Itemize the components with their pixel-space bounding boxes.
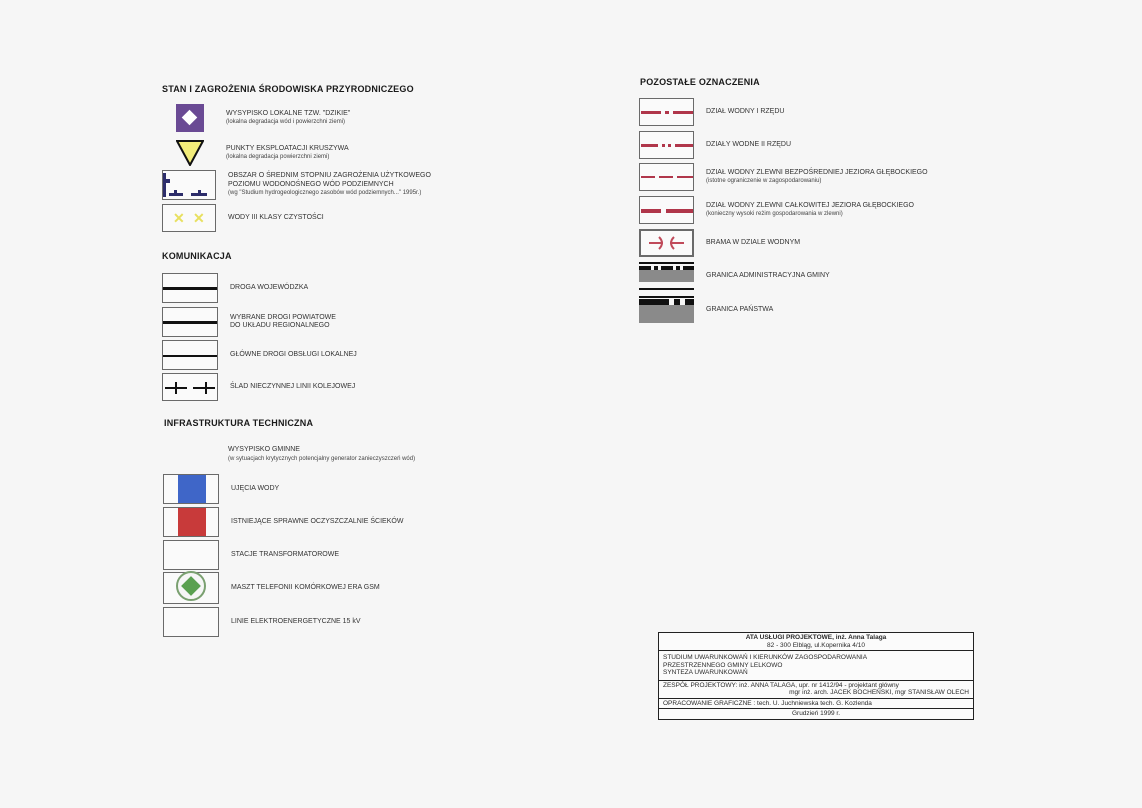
legend-item-municipal-landfill bbox=[228, 446, 415, 463]
study-title-line3: SYNTEZA UWARUNKOWAŃ bbox=[663, 669, 748, 676]
legend-label: PUNKTY EKSPLOATACJI KRUSZYWA bbox=[226, 144, 349, 152]
legend-label-line2: POZIOMU WODONOŚNEGO WÓD PODZIEMNYCH bbox=[228, 180, 394, 188]
legend-label: WYBRANE DROGI POWIATOWE bbox=[230, 313, 336, 321]
legend-label: LINIE ELEKTROENERGETYCZNE 15 kV bbox=[231, 617, 361, 625]
transformer-station-icon bbox=[163, 540, 219, 570]
title-block bbox=[658, 632, 974, 720]
team-line1: ZESPÓŁ PROJEKTOWY: inż. ANNA TALAGA, upr. nr 1412/94 - projektant główny bbox=[663, 681, 899, 689]
study-title-line2: PRZESTRZENNEGO GMINY LELKOWO bbox=[663, 661, 783, 669]
legend-sublabel: (w sytuacjach krytycznych potencjalny generator zanieczyszczeń wód) bbox=[228, 455, 416, 462]
railway-trace-icon bbox=[162, 373, 218, 401]
legend-label: OBSZAR O ŚREDNIM STOPNIU ZAGROŻENIA UŻYTKOWEGO bbox=[228, 172, 431, 180]
legend-label: GRANICA PAŃSTWA bbox=[706, 305, 774, 313]
legend-item-groundwater-hazard bbox=[162, 170, 431, 200]
legend-item-state-border bbox=[639, 296, 773, 324]
legend-sublabel: (istotne ograniczenie w zagospodarowaniu) bbox=[706, 178, 822, 184]
power-line-icon bbox=[163, 607, 219, 637]
legend-item-local-road bbox=[162, 340, 357, 370]
watershed-2nd-order-icon bbox=[639, 131, 694, 159]
legend-item-watershed-gate bbox=[639, 229, 800, 257]
yellow-triangle-icon bbox=[176, 140, 204, 166]
section-title-infrastruktura: INFRASTRUKTURA TECHNICZNA bbox=[164, 418, 314, 428]
legend-label: ISTNIEJĄCE SPRAWNE OCZYSZCZALNIE ŚCIEKÓW bbox=[231, 517, 404, 525]
legend-sublabel: (wg "Studium hydrogeologicznego zasobów wód podziemnych..." 1995r.) bbox=[228, 190, 422, 197]
legend-sublabel: (lokalna degradacja wód i powierzchni ziemi) bbox=[226, 119, 346, 125]
legend-label: GŁÓWNE DROGI OBSŁUGI LOKALNEJ bbox=[230, 350, 357, 358]
legend-label: GRANICA ADMINISTRACYJNA GMINY bbox=[706, 271, 830, 279]
legend-item-watershed-1st bbox=[639, 98, 784, 126]
title-block-study bbox=[659, 651, 973, 681]
legend-item-class-iii-water bbox=[162, 204, 324, 232]
legend-label: STACJE TRANSFORMATOROWE bbox=[231, 550, 339, 558]
legend-item-water-intake bbox=[163, 474, 279, 504]
legend-label: UJĘCIA WODY bbox=[231, 484, 280, 492]
title-block-graphics bbox=[659, 699, 973, 710]
legend-item-aggregate-extraction bbox=[176, 140, 349, 166]
county-road-icon bbox=[162, 307, 218, 337]
groundwater-hazard-icon bbox=[162, 170, 216, 200]
legend-sublabel: (konieczny wysoki reżim gospodarowania w zlewni) bbox=[706, 211, 843, 217]
date-text: Grudzień 1999 r. bbox=[791, 710, 841, 717]
direct-catchment-divide-icon bbox=[639, 163, 694, 191]
legend-item-voivodeship-road bbox=[162, 273, 308, 303]
voivodeship-road-icon bbox=[162, 273, 218, 303]
section-title-komunikacja: KOMUNIKACJA bbox=[162, 251, 232, 261]
watershed-gate-icon bbox=[639, 229, 694, 257]
gsm-mast-icon bbox=[163, 572, 219, 604]
legend-item-watershed-2nd bbox=[639, 131, 791, 159]
water-intake-icon bbox=[163, 474, 219, 504]
legend-item-gsm-mast bbox=[163, 572, 380, 604]
firm-address: 82 - 300 Elbląg, ul.Kopernika 4/10 bbox=[767, 641, 865, 649]
legend-item-power-line bbox=[163, 607, 361, 637]
title-block-date bbox=[659, 709, 973, 719]
title-block-header bbox=[659, 633, 973, 651]
sewage-plant-icon bbox=[163, 507, 219, 537]
legend-item-wild-landfill bbox=[176, 104, 350, 132]
purple-diamond-icon bbox=[176, 104, 204, 132]
watershed-1st-order-icon bbox=[639, 98, 694, 126]
legend-sublabel: (lokalna degradacja powierzchni ziemi) bbox=[226, 154, 330, 160]
legend-label: WYSYPISKO LOKALNE TZW. "DZIKIE" bbox=[226, 109, 351, 117]
legend-label: DZIAŁ WODNY I RZĘDU bbox=[706, 107, 785, 115]
legend-label: MASZT TELEFONII KOMÓRKOWEJ ERA GSM bbox=[231, 583, 380, 591]
total-catchment-divide-icon bbox=[639, 196, 694, 224]
graphics-credits: OPRACOWANIE GRAFICZNE : tech. U. Juchniewska tech. G. Kozlenda bbox=[663, 699, 872, 707]
state-border-icon bbox=[639, 296, 694, 324]
legend-label: WODY III KLASY CZYSTOŚCI bbox=[228, 213, 324, 221]
legend-label-line2: DO UKŁADU REGIONALNEGO bbox=[230, 322, 330, 329]
legend-label: DZIAŁ WODNY ZLEWNI CAŁKOWITEJ JEZIORA GŁĘBOCKIEGO bbox=[706, 201, 914, 209]
local-road-icon bbox=[162, 340, 218, 370]
title-block-team bbox=[659, 681, 973, 699]
legend-label: DZIAŁ WODNY ZLEWNI BEZPOŚREDNIEJ JEZIORA GŁĘBOCKIEGO bbox=[706, 168, 928, 176]
firm-name: ATA USŁUGI PROJEKTOWE, inż. Anna Talaga bbox=[745, 634, 887, 641]
legend-label: DROGA WOJEWÓDZKA bbox=[230, 283, 309, 291]
legend-label: ŚLAD NIECZYNNEJ LINII KOLEJOWEJ bbox=[230, 382, 356, 390]
legend-label: DZIAŁY WODNE II RZĘDU bbox=[706, 140, 792, 148]
legend-item-sewage-plant bbox=[163, 507, 403, 537]
municipal-boundary-icon bbox=[639, 262, 694, 290]
legend-item-municipal-boundary bbox=[639, 262, 830, 290]
legend-item-direct-catchment bbox=[639, 163, 928, 191]
section-title-stan: STAN I ZAGROŻENIA ŚRODOWISKA PRZYRODNICZEGO bbox=[162, 84, 414, 94]
study-title-line1: STUDIUM UWARUNKOWAŃ I KIERUNKÓW ZAGOSPODAROWANIA bbox=[663, 654, 868, 661]
section-title-pozostale: POZOSTAŁE OZNACZENIA bbox=[640, 77, 760, 87]
legend-label: BRAMA W DZIALE WODNYM bbox=[706, 238, 801, 246]
legend-item-railway-trace bbox=[162, 373, 355, 401]
legend-item-county-road bbox=[162, 307, 336, 337]
team-line2: mgr inż. arch. JACEK BOCHEŃSKI, mgr STANISŁAW OLECH bbox=[789, 689, 969, 696]
legend-item-transformer-station bbox=[163, 540, 339, 570]
legend-item-total-catchment bbox=[639, 196, 914, 224]
yellow-crosses-icon: ✕ ✕ bbox=[162, 204, 216, 232]
legend-label: WYSYPISKO GMINNE bbox=[228, 446, 300, 453]
